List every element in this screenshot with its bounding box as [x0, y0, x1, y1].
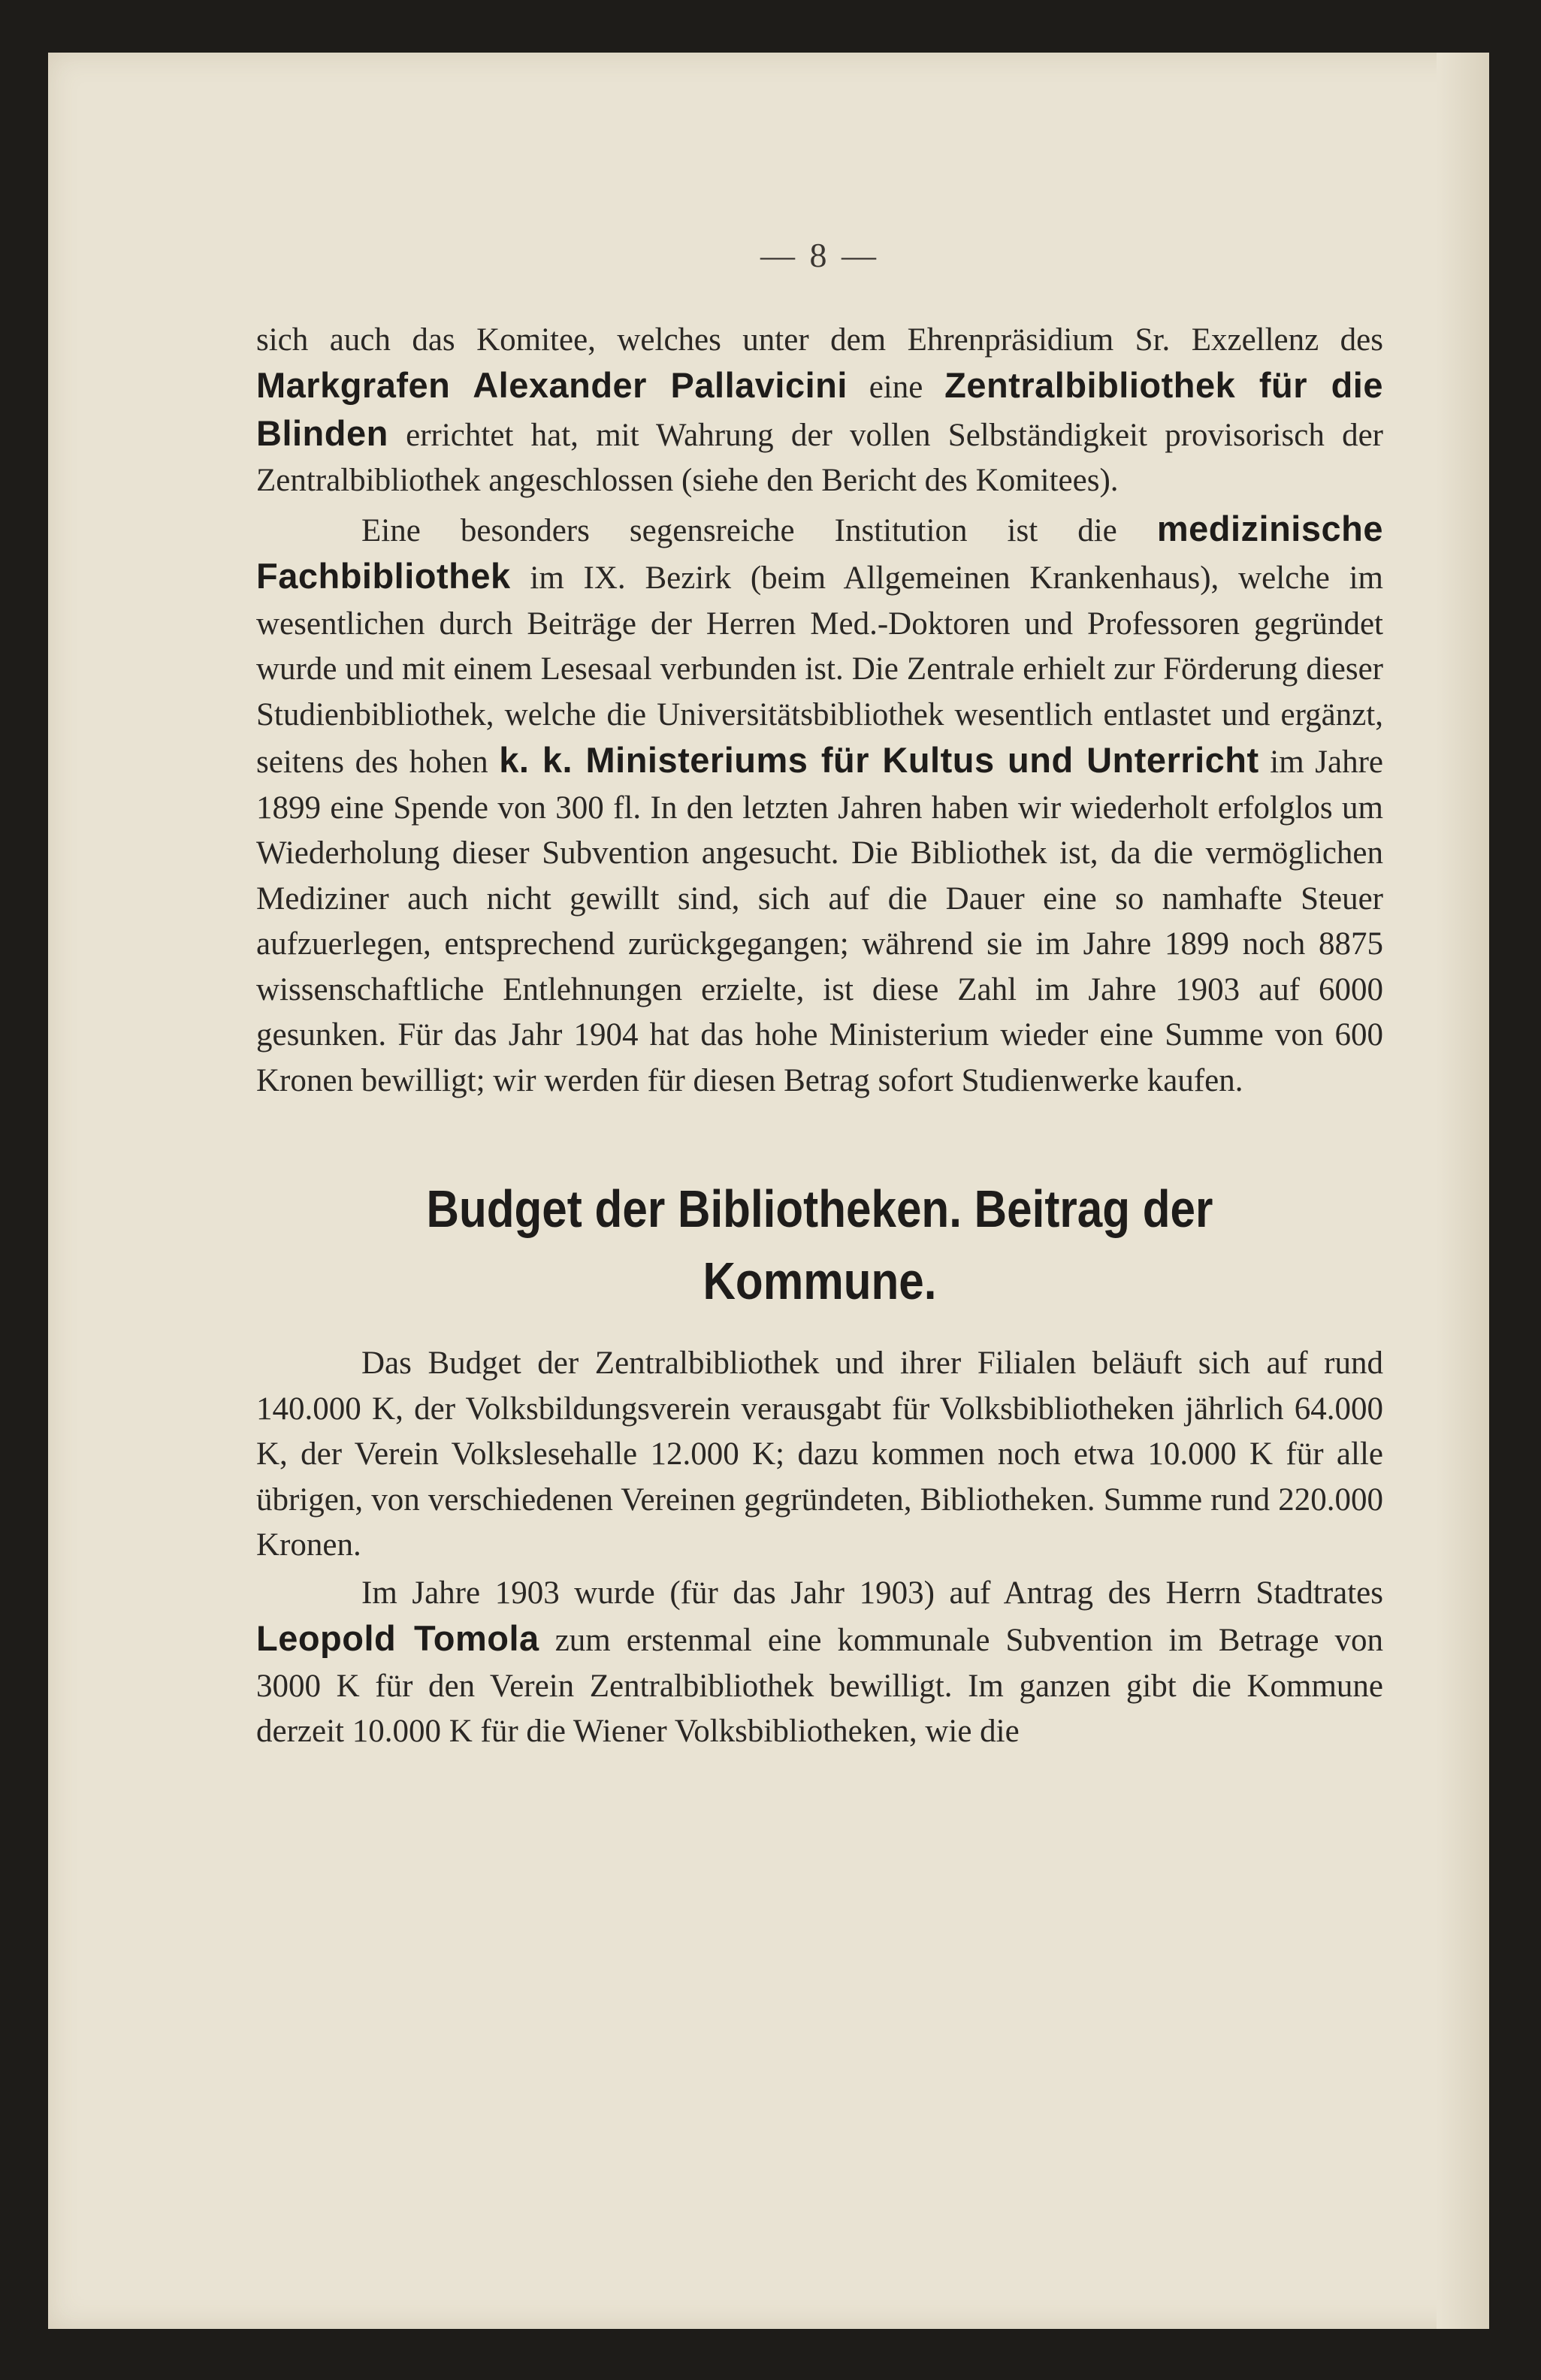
name-markgraf-pallavicini: Markgrafen Alexander Pallavicini	[256, 365, 848, 405]
name-ministry: k. k. Ministeriums für Kultus und Unterricht	[499, 740, 1259, 780]
paragraph-medical-library	[256, 506, 1383, 1104]
text-run: Eine besonders segensreiche Institution ist die	[361, 512, 1157, 548]
paragraph-budget: Das Budget der Zentralbibliothek und ihrer Filialen beläuft sich auf rund 140.000 K, der Volksbildungsverein verausgabt für Volksbibliotheken jährlich 64.000 K, der Verein Volkslesehalle 12.000 K; dazu kommen noch etwa 10.000 K für alle übrigen, von verschiedenen Vereinen gegründeten, Bibliotheken. Summe rund 220.000 Kronen.	[256, 1346, 1383, 1563]
page-number: — 8 —	[760, 236, 879, 274]
text-run: errichtet hat, mit Wahrung der vollen Selbständigkeit provisorisch der Zentralbibliothek angeschlossen (siehe den Bericht des Komitees).	[256, 417, 1383, 498]
paragraph-subvention	[256, 1571, 1383, 1755]
text-run: Im Jahre 1903 wurde (für das Jahr 1903) auf Antrag des Herrn Stadtrates	[361, 1575, 1383, 1611]
name-blind-library: Zentralbibliothek für die Blinden	[256, 365, 1383, 453]
book-page	[48, 53, 1489, 2329]
name-tomola: Leopold Tomola	[256, 1618, 539, 1658]
text-run: im IX. Bezirk (beim Allgemeinen Krankenhaus), welche im wesentlichen durch Beiträge der Herren Med.-Doktoren und Professoren gegründet wurde und mit einem Lesesaal verbunden ist. Die Zentrale erhielt zur Förderung dieser Studienbibliothek, welche die Universitätsbibliothek wesentlich entlastet und ergänzt, seitens des hohen	[256, 560, 1383, 780]
text-run: eine	[847, 370, 945, 405]
section-heading: Budget der Bibliotheken. Beitrag der Kommune.	[426, 1179, 1213, 1310]
page-text	[256, 233, 1383, 1757]
name-medical-library: medizinische Fachbibliothek	[256, 508, 1383, 596]
page-edge-shadow	[1437, 53, 1489, 2329]
text-run: zum erstenmal eine kommunale Subvention im Betrage von 3000 K für den Verein Zentralbibliothek bewilligt. Im ganzen gibt die Kommune derzeit 10.000 K für die Wiener Volksbibliotheken, wie die	[256, 1623, 1383, 1749]
text-run: im Jahre 1899 eine Spende von 300 fl. In den letzten Jahren haben wir wiederholt erfolglos um Wiederholung dieser Subvention angesucht. Die Bibliothek ist, da die vermöglichen Mediziner auch nicht gewillt sind, sich auf die Dauer eine so namhafte Steuer aufzuerlegen, entsprechend zurückgegangen; während sie im Jahre 1899 noch 8875 wissenschaftliche Entlehnungen erzielte, ist diese Zahl im Jahre 1903 auf 6000 gesunken. Für das Jahr 1904 hat das hohe Ministerium wieder eine Summe von 600 Kronen bewilligt; wir werden für diesen Betrag sofort Studienwerke kaufen.	[256, 745, 1383, 1098]
text-run: sich auch das Komitee, welches unter dem Ehrenpräsidium Sr. Exzellenz des	[256, 322, 1383, 358]
paragraph-blind-library	[256, 318, 1383, 504]
